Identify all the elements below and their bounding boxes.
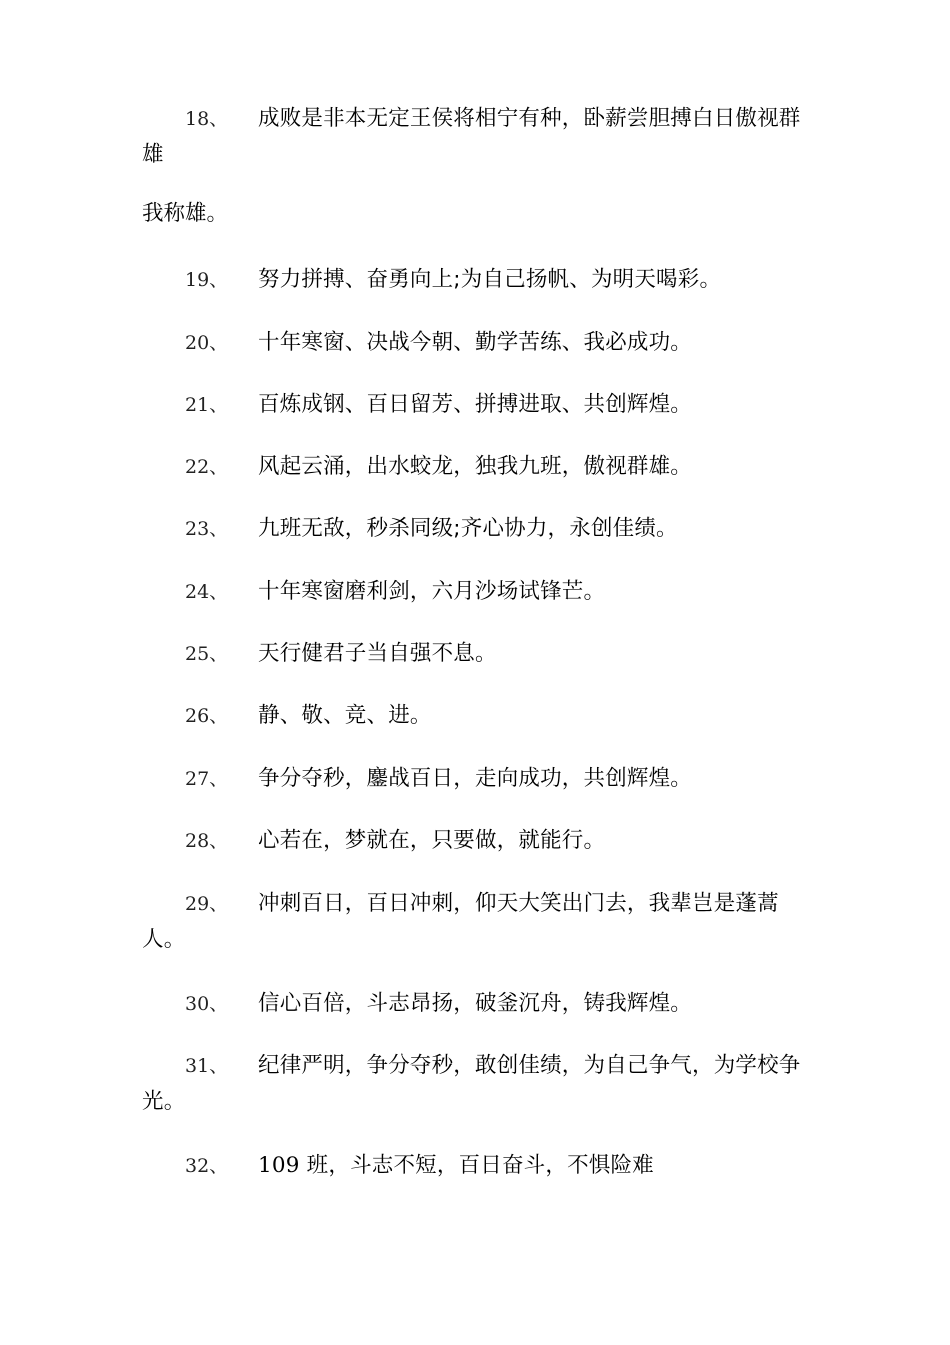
item-text: 纪律严明，争分夺秒，敢创佳绩，为自己争气，为学校争光。 — [142, 1053, 801, 1114]
item-number: 32、 — [185, 1155, 229, 1177]
item-text — [142, 1148, 802, 1184]
list-item-18 — [142, 101, 802, 173]
list-item-30 — [142, 986, 802, 1022]
item-text: 十年寒窗、决战今朝、勤学苦练、我必成功。 — [258, 330, 693, 355]
item-number: 25、 — [185, 643, 229, 665]
item-text: 信心百倍，斗志昂扬，破釜沉舟，铸我辉煌。 — [258, 991, 693, 1016]
item-text: 九班无敌，秒杀同级;齐心协力，永创佳绩。 — [258, 516, 678, 541]
item-number: 27、 — [185, 768, 229, 790]
list-item-23 — [142, 511, 802, 547]
list-item-28 — [142, 823, 802, 859]
item-number: 24、 — [185, 581, 229, 603]
item-text: 努力拼搏、奋勇向上;为自己扬帆、为明天喝彩。 — [258, 267, 722, 292]
list-item-32 — [142, 1148, 802, 1184]
list-item-24 — [142, 574, 802, 610]
item-number: 28、 — [185, 830, 229, 852]
item-text: 风起云涌，出水蛟龙，独我九班，傲视群雄。 — [258, 454, 693, 479]
list-item-19 — [142, 262, 802, 298]
item-text: 争分夺秒，鏖战百日，走向成功，共创辉煌。 — [258, 766, 693, 791]
item-text: 成败是非本无定王侯将相宁有种，卧薪尝胆搏白日傲视群雄 — [142, 106, 801, 167]
item-number: 23、 — [185, 518, 229, 540]
item-text: 心若在，梦就在，只要做，就能行。 — [258, 828, 606, 853]
paragraph-continuation: 我称雄。 — [142, 201, 229, 226]
list-item-20 — [142, 325, 802, 361]
list-item-29 — [142, 886, 802, 958]
item-number: 18、 — [185, 108, 229, 130]
list-item-22 — [142, 449, 802, 485]
list-item-27 — [142, 761, 802, 797]
item-text: 十年寒窗磨利剑，六月沙场试锋芒。 — [258, 579, 606, 604]
item-number: 26、 — [185, 705, 229, 727]
item-text: 百炼成钢、百日留芳、拼搏进取、共创辉煌。 — [258, 392, 693, 417]
list-item-31 — [142, 1048, 802, 1120]
item-text: 冲刺百日，百日冲刺，仰天大笑出门去，我辈岂是蓬蒿人。 — [142, 891, 779, 952]
class-number: 109 — [258, 1153, 300, 1178]
item-number: 20、 — [185, 332, 229, 354]
list-item-26 — [142, 698, 802, 734]
item-number: 31、 — [185, 1055, 229, 1077]
item-text: 天行健君子当自强不息。 — [258, 641, 497, 666]
item-number: 30、 — [185, 993, 229, 1015]
item-number: 29、 — [185, 893, 229, 915]
item-number: 19、 — [185, 269, 229, 291]
list-item-25 — [142, 636, 802, 672]
list-item-21 — [142, 387, 802, 423]
item-number: 21、 — [185, 394, 229, 416]
item-number: 22、 — [185, 456, 229, 478]
item-text-rest: 班，斗志不短，百日奋斗，不惧险难 — [299, 1153, 654, 1178]
item-text: 静、敬、竞、进。 — [258, 703, 432, 728]
